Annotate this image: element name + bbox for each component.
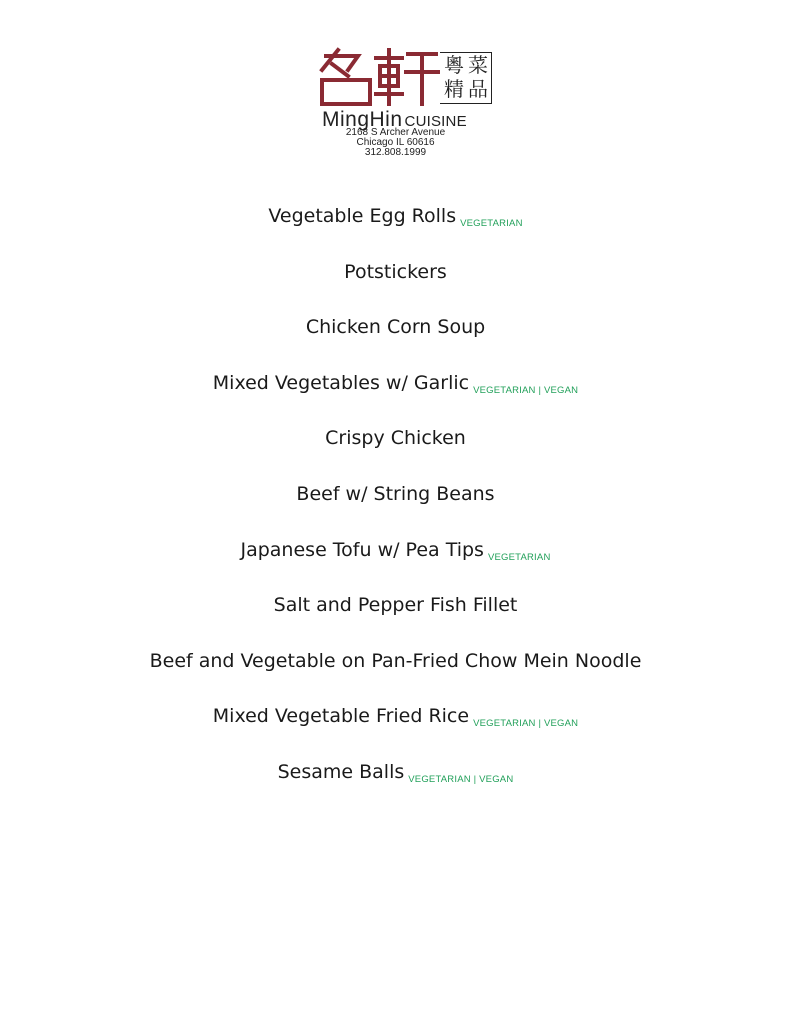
dish-name: Sesame Balls xyxy=(277,760,405,783)
logo-char: 精 xyxy=(444,77,464,101)
restaurant-name-primary: MingHin xyxy=(322,108,403,131)
menu-item xyxy=(0,754,791,810)
menu-item xyxy=(0,365,791,421)
logo-char: 菜 xyxy=(468,53,488,77)
menu-item xyxy=(0,698,791,754)
menu-item xyxy=(0,643,791,699)
menu-item xyxy=(0,198,791,254)
menu-item xyxy=(0,587,791,643)
dish-name: Beef w/ String Beans xyxy=(296,482,495,505)
restaurant-name-secondary: CUISINE xyxy=(404,113,467,130)
diet-tag: VEGETARIAN xyxy=(487,551,551,563)
address-city: Chicago IL 60616 xyxy=(356,137,435,148)
dish-name: Mixed Vegetable Fried Rice xyxy=(212,705,470,728)
menu-item xyxy=(0,420,791,476)
address-street: 2168 S Archer Avenue xyxy=(345,127,446,138)
menu-list xyxy=(0,198,791,810)
dish-name: Potstickers xyxy=(344,260,447,283)
dish-name: Crispy Chicken xyxy=(325,427,466,450)
dish-name: Mixed Vegetables w/ Garlic xyxy=(212,371,470,394)
diet-tag: VEGETARIAN | VEGAN xyxy=(408,773,514,785)
diet-tag: VEGETARIAN | VEGAN xyxy=(473,718,579,730)
dish-name: Beef and Vegetable on Pan-Fried Chow Mein Noodle xyxy=(149,649,642,672)
dish-name: Salt and Pepper Fish Fillet xyxy=(273,594,518,617)
diet-tag: VEGETARIAN xyxy=(460,218,523,229)
phone-number: 312.808.1999 xyxy=(364,147,427,158)
logo-mark-icon xyxy=(318,46,442,108)
menu-item xyxy=(0,309,791,365)
menu-item xyxy=(0,532,791,588)
dish-name: Chicken Corn Soup xyxy=(305,316,486,339)
logo-char: 粵 xyxy=(444,53,464,77)
logo-chinese-small xyxy=(442,53,490,101)
menu-item xyxy=(0,254,791,310)
dish-name: Japanese Tofu w/ Pea Tips xyxy=(240,538,484,561)
menu-item xyxy=(0,476,791,532)
logo-char: 品 xyxy=(468,77,488,101)
diet-tag: VEGETARIAN | VEGAN xyxy=(473,384,579,396)
dish-name: Vegetable Egg Rolls xyxy=(268,205,457,227)
